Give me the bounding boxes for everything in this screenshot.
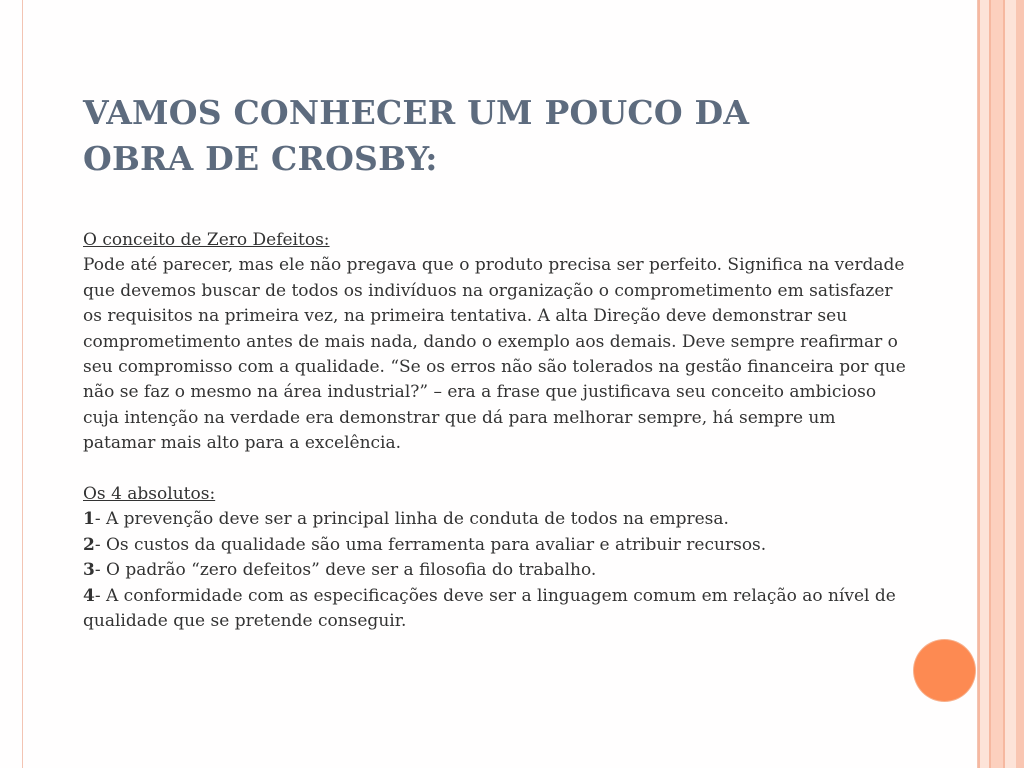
absolutes-heading: Os 4 absolutos:: [83, 484, 216, 505]
absolute-item-number: 4: [83, 585, 95, 606]
absolute-item-number: 3: [83, 560, 95, 581]
slide-title-line-1: VAMOS CONHECER UM POUCO DA: [83, 93, 750, 132]
absolute-item-4: [83, 584, 913, 635]
absolute-item-number: 2: [83, 534, 95, 555]
decorative-stripes: [978, 0, 1024, 768]
zero-defects-paragraph: Pode até parecer, mas ele não pregava que o produto precisa ser perfeito. Significa na verdade que devemos buscar de todos os indivíduos na organização o comprometimento em satisfazer os requisitos na primeira vez, na primeira tentativa. A alta Direção deve demonstrar seu comprometimento antes de mais nada, dando o exemplo aos demais. Deve sempre reafirmar o seu compromisso com a qualidade. “Se os erros não são tolerados na gestão financeira por que não se faz o mesmo na área industrial?” – era a frase que justificava seu conceito ambicioso cuja intenção na verdade era demonstrar que dá para melhorar sempre, há sempre um patamar mais alto para a excelência.: [83, 255, 906, 454]
absolute-item-number: 1: [83, 509, 95, 530]
zero-defects-heading: O conceito de Zero Defeitos:: [83, 230, 330, 250]
absolute-item-text: - O padrão “zero defeitos” deve ser a filosofia do trabalho.: [94, 560, 597, 581]
absolute-item-2: [83, 533, 913, 558]
slide-title: [83, 90, 903, 182]
section-spacer: [83, 457, 913, 482]
absolute-item-text: - A conformidade com as especificações deve ser a linguagem comum em relação ao nível de qualidade que se pretende conseguir.: [83, 585, 896, 632]
decorative-circle: [914, 640, 975, 701]
absolute-item-1: [83, 507, 913, 532]
absolute-item-3: [83, 558, 913, 583]
slide-title-line-2: OBRA DE CROSBY:: [83, 139, 438, 178]
absolute-item-text: - Os custos da qualidade são uma ferramenta para avaliar e atribuir recursos.: [94, 534, 767, 555]
absolute-item-text: - A prevenção deve ser a principal linha de conduta de todos na empresa.: [94, 509, 729, 530]
slide-body: [83, 228, 913, 634]
